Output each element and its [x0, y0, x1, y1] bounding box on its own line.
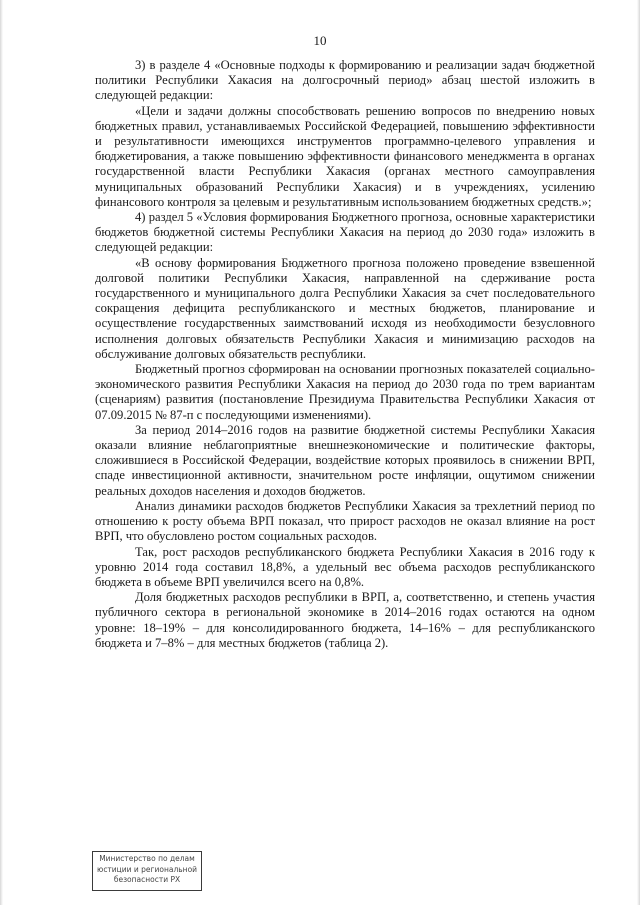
registration-stamp: [92, 851, 202, 891]
stamp-line-3: безопасности РХ: [113, 875, 181, 884]
stamp-line-2: юстиции и региональной: [97, 864, 198, 874]
paragraph-1: 3) в разделе 4 «Основные подходы к формированию и реализации задач бюджетной политики Республики Хакасия на долгосрочный период» абзац шестой изложить в следующей редакции:: [95, 58, 595, 103]
page-number: 10: [313, 33, 327, 48]
paragraph-8: Так, рост расходов республиканского бюджета Республики Хакасия в 2016 году к уровню 2014 года составил 18,8%, а удельный вес объема расходов республиканского бюджета в объеме ВРП увеличился всего на 0,8%.: [95, 544, 595, 589]
paragraph-4: «В основу формирования Бюджетного прогноза положено проведение взвешенной долговой политики Республики Хакасия, направленной на сдерживание роста государственного и муниципального долга Республики Хакасия за счет последовательного сокращения дефицита республиканского и местных бюджетов, планирование и осуществление государственных заимствований исходя из необходимости безусловного исполнения долговых обязательств Республики Хакасия и минимизацию расходов на обслуживание долговых обязательств республики.: [95, 255, 595, 361]
paragraph-5: Бюджетный прогноз сформирован на основании прогнозных показателей социально-экономического развития Республики Хакасия на период до 2030 года по трем вариантам (сценариям) развития (постановление Президиума Правительства Республики Хакасия от 07.09.2015 № 87-п с последующими изменениями).: [95, 362, 595, 422]
paragraph-2: «Цели и задачи должны способствовать решению вопросов по внедрению новых бюджетных правил, устанавливаемых Российской Федерацией, повышению эффективности и результативности имеющихся инструментов программно-целевого управления и бюджетирования, а также повышению эффективности финансового менеджмента в органах государственной власти Республики Хакасия (органах местного самоуправления муниципальных образований Республики Хакасия) и в учреждениях, усилению финансового контроля за целевым и результативным использованием бюджетных средств.»;: [95, 103, 595, 209]
scan-edge-left: [0, 0, 3, 905]
paragraph-7: Анализ динамики расходов бюджетов Республики Хакасия за трехлетний период по отношению к росту объема ВРП показал, что прирост расходов не оказал влияние на рост ВРП, что обусловлено ростом социальных расходов.: [95, 498, 595, 544]
paragraph-3: 4) раздел 5 «Условия формирования Бюджетного прогноза, основные характеристики бюджетов бюджетной системы Республики Хакасия на период до 2030 года» изложить в следующей редакции:: [95, 210, 595, 255]
paragraph-9: Доля бюджетных расходов республики в ВРП, а, соответственно, и степень участия публичного сектора в региональной экономике в 2014–2016 годах остаются на одном уровне: 18–19% – для консолидированного бюджета, 14–16% – для республиканского бюджета и 7–8% – для местных бюджетов (таблица 2).: [95, 590, 595, 650]
stamp-line-1: Министерство по делам: [99, 854, 195, 863]
document-body: [95, 58, 595, 651]
paragraph-6: За период 2014–2016 годов на развитие бюджетной системы Республики Хакасия оказали влияние неблагоприятные внешнеэкономические и политические факторы, сложившиеся в Российской Федерации, воздействие которых проявилось в снижении ВРП, спаде инвестиционной активности, значительном росте инфляции, ощутимом снижении реальных доходов населения и доходов бюджетов.: [95, 422, 595, 498]
